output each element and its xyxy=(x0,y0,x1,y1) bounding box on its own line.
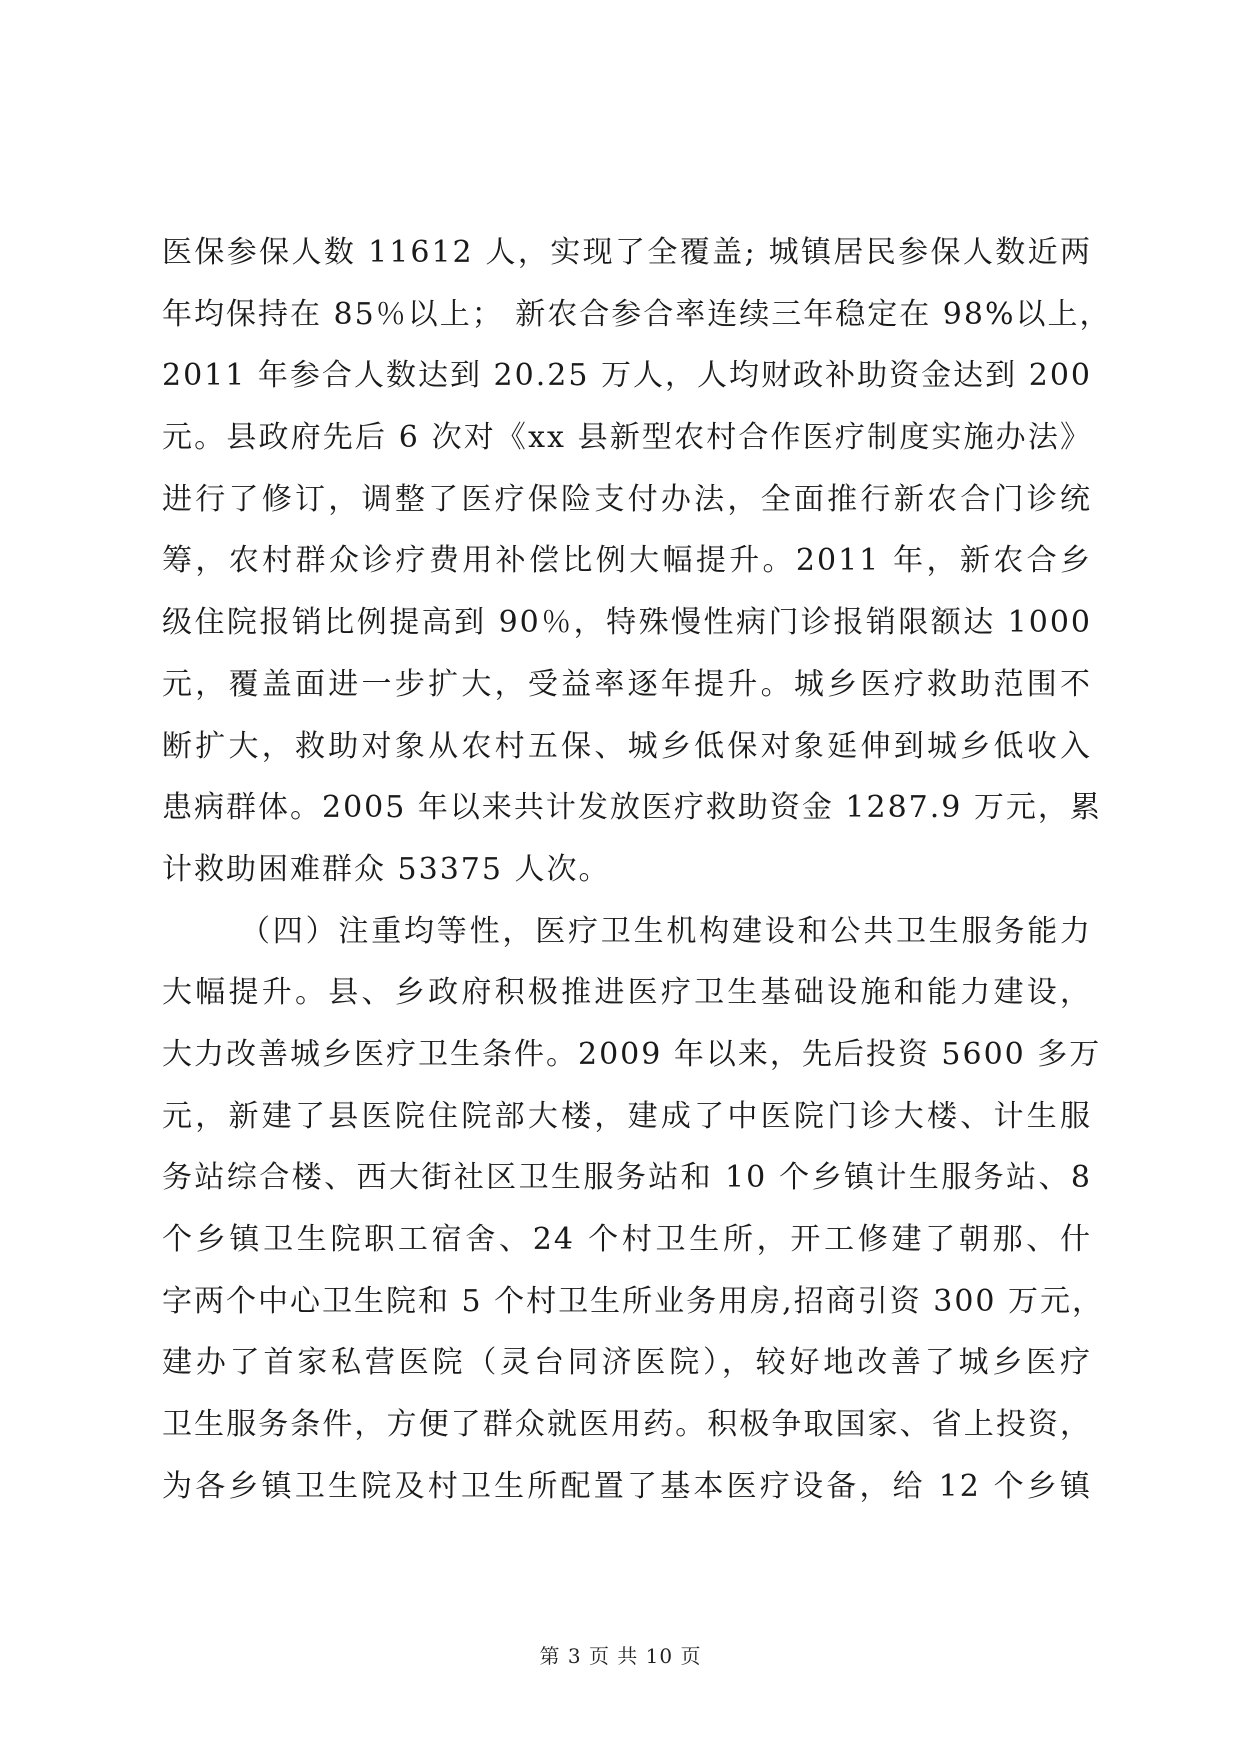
text-line: 级住院报销比例提高到 90％，特殊慢性病门诊报销限额达 1000 xyxy=(162,605,1092,641)
document-body xyxy=(162,222,1112,1517)
text-line: 断扩大，救助对象从农村五保、城乡低保对象延伸到城乡低收入 xyxy=(162,728,1092,764)
page-number-footer: 第 3 页 共 10 页 xyxy=(539,1644,702,1668)
text-line: 大力改善城乡医疗卫生条件。2009 年以来，先后投资 5600 多万 xyxy=(162,1036,1102,1072)
text-line: 大幅提升。县、乡政府积极推进医疗卫生基础设施和能力建设， xyxy=(162,975,1092,1011)
text-line: 筹，农村群众诊疗费用补偿比例大幅提升。2011 年，新农合乡 xyxy=(162,543,1092,579)
paragraph-section-four xyxy=(162,901,1105,1518)
text-line: 个乡镇卫生院职工宿舍、24 个村卫生所，开工修建了朝那、什 xyxy=(162,1222,1092,1257)
text-line: 务站综合楼、西大街社区卫生服务站和 10 个乡镇计生服务站、8 xyxy=(162,1160,1092,1196)
text-line: 卫生服务条件，方便了群众就医用药。积极争取国家、省上投资， xyxy=(162,1407,1092,1443)
text-line: 元，覆盖面进一步扩大，受益率逐年提升。城乡医疗救助范围不 xyxy=(162,666,1092,702)
text-line: 元。县政府先后 6 次对《xx 县新型农村合作医疗制度实施办法》 xyxy=(162,420,1092,456)
section-heading-line: （四）注重均等性，医疗卫生机构建设和公共卫生服务能力 xyxy=(240,913,1092,949)
text-line: 年均保持在 85％以上； 新农合参合率连续三年稳定在 98%以上， xyxy=(162,296,1112,332)
paragraph-medical-insurance xyxy=(162,222,1112,901)
text-line: 建办了首家私营医院（灵台同济医院），较好地改善了城乡医疗 xyxy=(162,1345,1092,1381)
text-line: 医保参保人数 11612 人，实现了全覆盖; 城镇居民参保人数近两 xyxy=(162,235,1092,270)
text-line: 计救助困难群众 53375 人次。 xyxy=(162,851,611,887)
text-line: 2011 年参合人数达到 20.25 万人，人均财政补助资金达到 200 xyxy=(162,358,1092,394)
text-line: 为各乡镇卫生院及村卫生所配置了基本医疗设备，给 12 个乡镇 xyxy=(162,1468,1092,1504)
text-line: 元，新建了县医院住院部大楼，建成了中医院门诊大楼、计生服 xyxy=(162,1098,1092,1134)
text-line: 患病群体。2005 年以来共计发放医疗救助资金 1287.9 万元，累 xyxy=(162,790,1102,826)
text-line: 字两个中心卫生院和 5 个村卫生所业务用房,招商引资 300 万元， xyxy=(162,1283,1105,1319)
text-line: 进行了修订，调整了医疗保险支付办法，全面推行新农合门诊统 xyxy=(162,481,1092,517)
